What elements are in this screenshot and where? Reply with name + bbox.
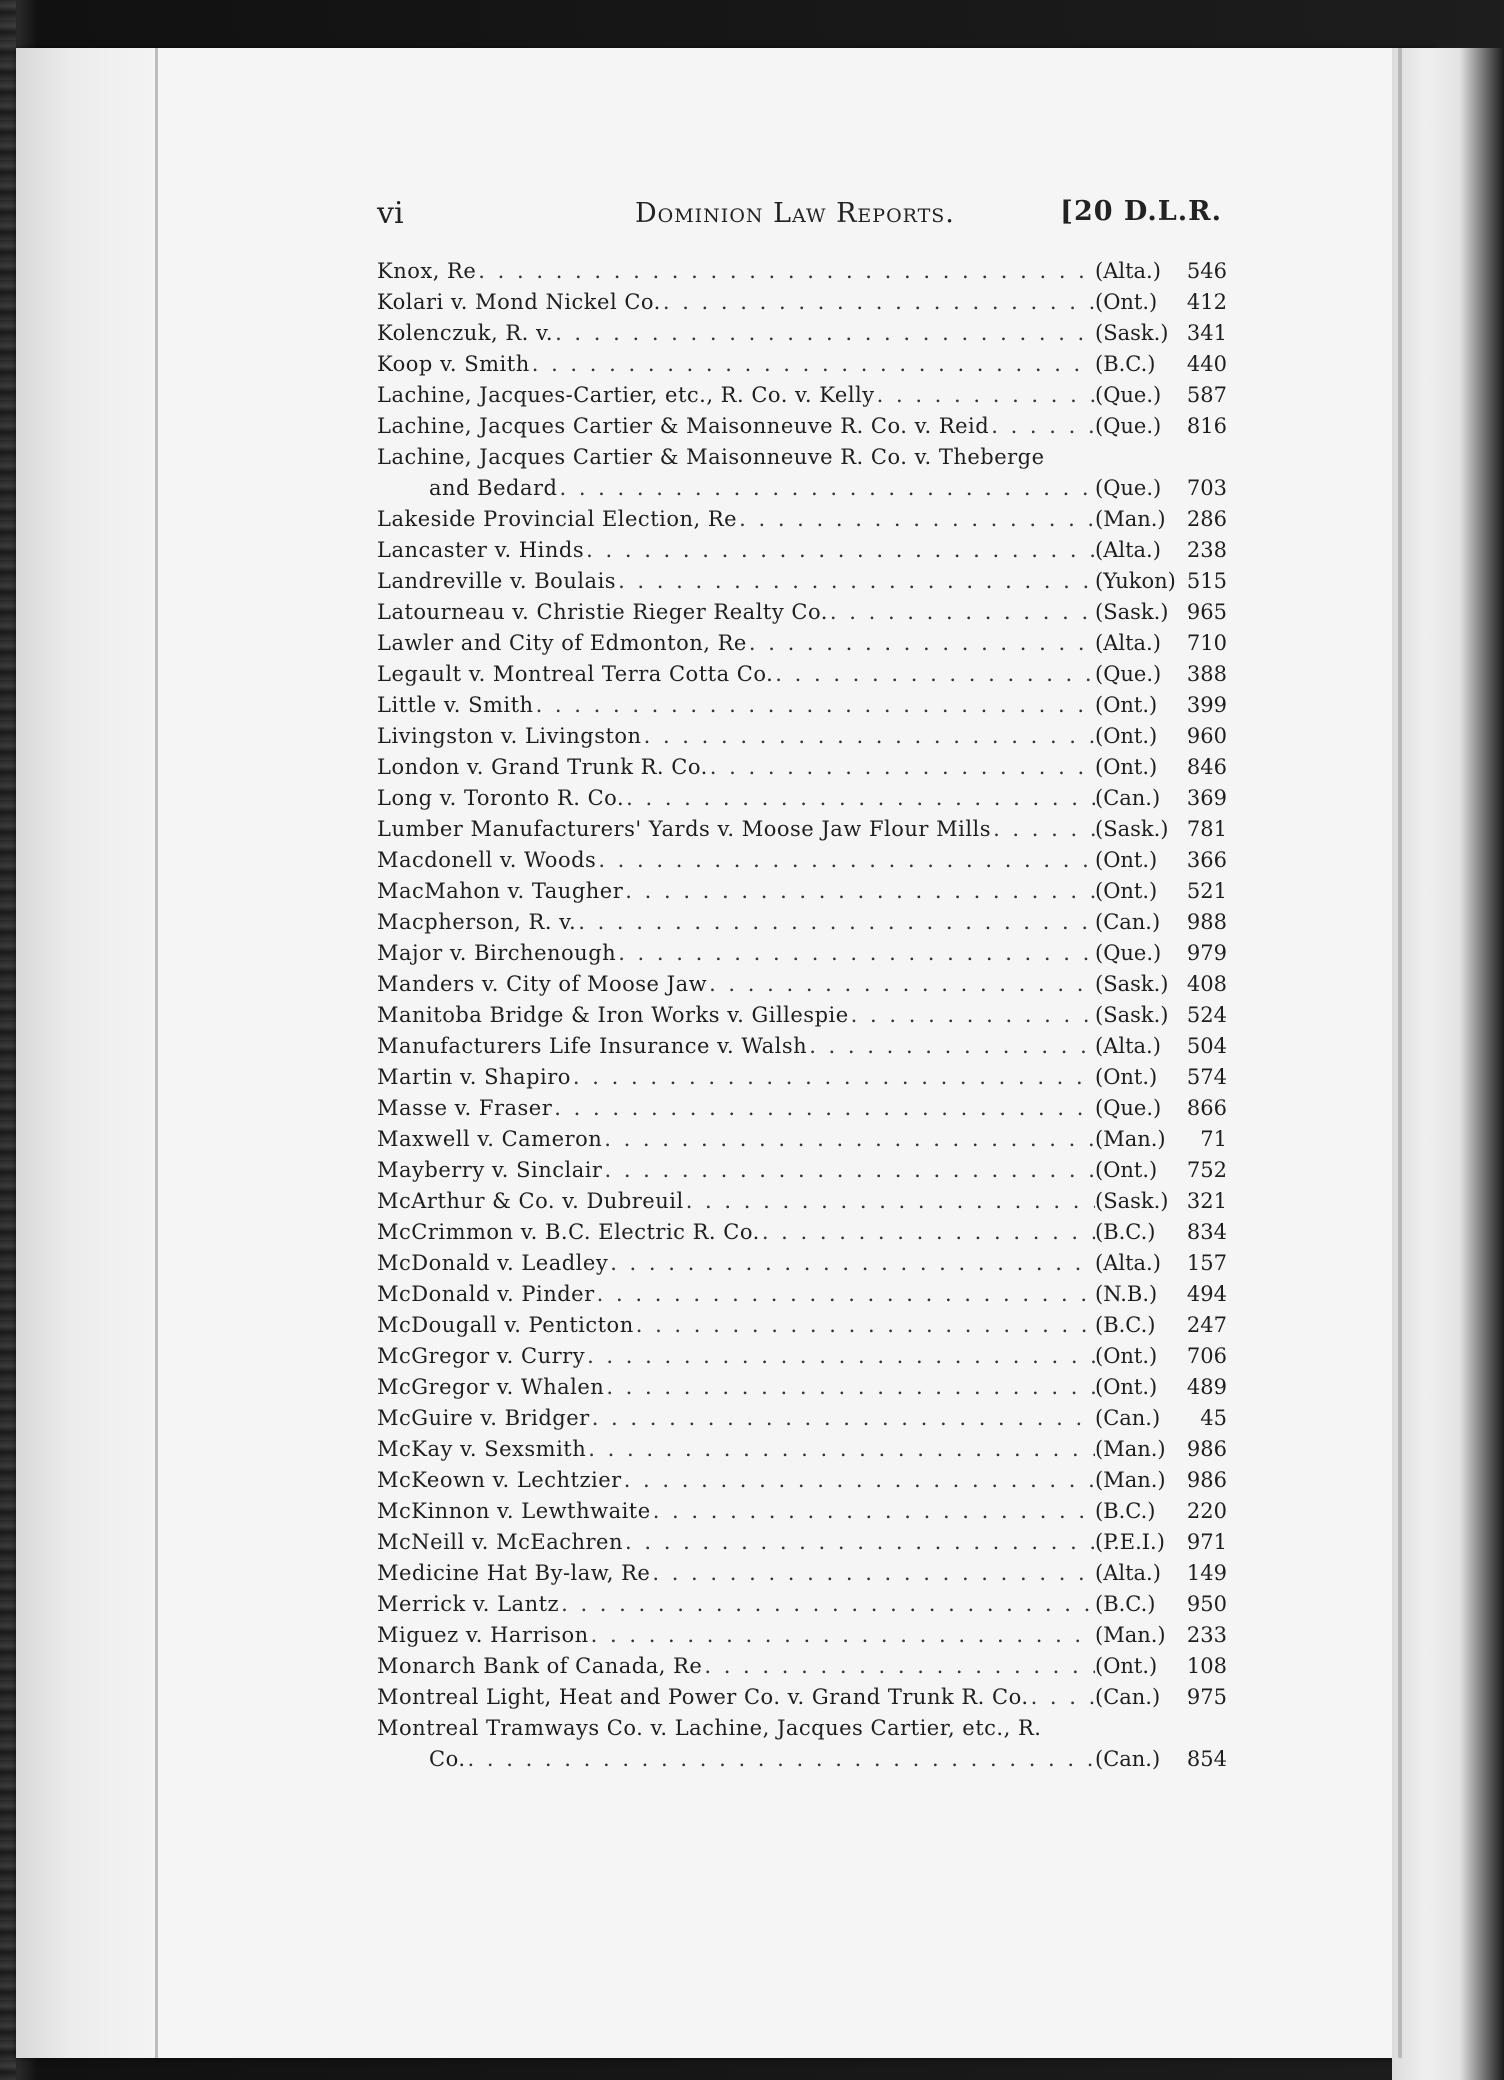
report-page: 247 [1186,1313,1227,1337]
case-name: Kolari v. Mond Nickel Co. [377,290,661,314]
index-entry-line [377,1093,1227,1124]
report-page: 986 [1186,1468,1227,1492]
index-entry [377,1620,1227,1651]
case-name: Martin v. Shapiro [377,1065,571,1089]
dot-leader [559,1589,1095,1620]
index-entry-line [377,969,1227,1000]
index-entry [377,1372,1227,1403]
report-page: 440 [1186,352,1227,376]
index-entry-line [377,1279,1227,1310]
index-entry [377,1403,1227,1434]
case-name: Macpherson, R. v. [377,910,577,934]
index-entry-line [377,814,1227,845]
index-entry-first-line [377,1713,1227,1744]
dot-leader [807,1031,1095,1062]
index-entry [377,1279,1227,1310]
case-name-continuation: Co. [429,1747,466,1771]
province: (B.C.) [1095,1220,1156,1244]
index-entry-line [377,597,1227,628]
index-entry-line [377,783,1227,814]
index-entry-line [377,473,1227,504]
report-page: 960 [1186,724,1227,748]
dot-leader [760,1217,1095,1248]
case-name: Lachine, Jacques-Cartier, etc., R. Co. v. Kelly [377,383,875,407]
index-entry-line [377,876,1227,907]
province: (Sask.) [1095,972,1169,996]
dot-leader [747,628,1095,659]
index-entry-first-line [377,442,1227,473]
report-page: 866 [1186,1096,1227,1120]
province: (N.B.) [1095,1282,1158,1306]
index-entry [377,411,1227,442]
report-page: 388 [1186,662,1227,686]
report-page: 157 [1186,1251,1227,1275]
index-entry-line [377,1744,1227,1775]
dot-leader [651,1496,1095,1527]
report-page: 979 [1186,941,1227,965]
index-entry [377,1124,1227,1155]
adjacent-page-line [1398,48,1402,2058]
index-entry [377,1713,1227,1775]
page-number: vi [377,196,404,231]
dot-leader [849,1000,1095,1031]
province: (B.C.) [1095,352,1156,376]
dot-leader [642,721,1095,752]
dot-leader [991,814,1095,845]
index-entry-line [377,566,1227,597]
dot-leader [624,783,1095,814]
dot-leader [476,256,1095,287]
case-name: Long v. Toronto R. Co. [377,786,625,810]
report-page: 108 [1186,1654,1227,1678]
dot-leader [589,1620,1095,1651]
case-name: McKay v. Sexsmith [377,1437,587,1461]
report-page: 854 [1186,1747,1227,1771]
dot-leader [623,1527,1095,1558]
dot-leader [737,504,1095,535]
case-name: McGuire v. Bridger [377,1406,590,1430]
index-entry-line [377,1465,1227,1496]
case-name: Manitoba Bridge & Iron Works v. Gillespie [377,1003,849,1027]
index-entry [377,1186,1227,1217]
dot-leader [623,876,1095,907]
report-page: 521 [1186,879,1227,903]
index-entry [377,1341,1227,1372]
province: (Que.) [1095,414,1162,438]
dot-leader [534,690,1095,721]
index-entry-line [377,1217,1227,1248]
book-marbled-edge [0,0,16,2080]
index-entry [377,1527,1227,1558]
report-page: 341 [1186,321,1227,345]
province: (Sask.) [1095,1003,1169,1027]
province: (Alta.) [1095,631,1161,655]
report-page: 412 [1186,290,1227,314]
dot-leader [530,349,1095,380]
dot-leader [590,1403,1095,1434]
case-name: Latourneau v. Christie Rieger Realty Co. [377,600,828,624]
province: (Man.) [1095,1623,1166,1647]
case-name: Masse v. Fraser [377,1096,553,1120]
dot-leader [989,411,1095,442]
dot-leader [553,318,1095,349]
index-entry-line [377,938,1227,969]
province: (Que.) [1095,1096,1162,1120]
province: (Can.) [1095,786,1161,810]
province: (Sask.) [1095,321,1169,345]
index-entry [377,721,1227,752]
index-entry [377,814,1227,845]
index-entry-line [377,1155,1227,1186]
report-page: 149 [1186,1561,1227,1585]
index-entry-line [377,1403,1227,1434]
report-page: 399 [1186,693,1227,717]
case-name: Lachine, Jacques Cartier & Maisonneuve R. Co. v. Theberge [377,445,1045,469]
province: (Alta.) [1095,1561,1161,1585]
index-entry [377,1217,1227,1248]
index-entry-line [377,1589,1227,1620]
report-page: 71 [1200,1127,1227,1151]
report-page: 710 [1186,631,1227,655]
report-page: 321 [1186,1189,1227,1213]
case-name: Montreal Tramways Co. v. Lachine, Jacques Cartier, etc., R. [377,1716,1042,1740]
province: (Ont.) [1095,755,1158,779]
index-entry [377,1434,1227,1465]
report-page: 220 [1186,1499,1227,1523]
province: (Man.) [1095,507,1166,531]
dot-leader [684,1186,1095,1217]
province: (Man.) [1095,1127,1166,1151]
dot-leader [585,1341,1095,1372]
report-page: 233 [1186,1623,1227,1647]
index-entry [377,597,1227,628]
report-page: 524 [1186,1003,1227,1027]
index-entry [377,1558,1227,1589]
dot-leader [661,287,1095,318]
index-entry [377,1031,1227,1062]
case-name: Lumber Manufacturers' Yards v. Moose Jaw Flour Mills [377,817,992,841]
report-page: 489 [1186,1375,1227,1399]
province: (Alta.) [1095,259,1161,283]
case-name: Medicine Hat By-law, Re [377,1561,651,1585]
index-entry-line [377,1186,1227,1217]
province: (Ont.) [1095,879,1158,903]
dot-leader [595,1279,1095,1310]
running-title: Dominion Law Reports. [635,198,955,229]
index-entry-line [377,1062,1227,1093]
province: (Sask.) [1095,1189,1169,1213]
dot-leader [616,566,1095,597]
report-page: 706 [1186,1344,1227,1368]
case-name: McDougall v. Penticton [377,1313,634,1337]
index-entry [377,442,1227,504]
case-name: McGregor v. Whalen [377,1375,605,1399]
dot-leader [616,938,1095,969]
index-entry [377,256,1227,287]
case-name: Lachine, Jacques Cartier & Maisonneuve R. Co. v. Reid [377,414,990,438]
report-page: 45 [1200,1406,1227,1430]
province: (Man.) [1095,1437,1166,1461]
province: (Sask.) [1095,600,1169,624]
province: (Ont.) [1095,693,1158,717]
report-page: 408 [1186,972,1227,996]
dot-leader [634,1310,1095,1341]
province: (Man.) [1095,1468,1166,1492]
case-name: McGregor v. Curry [377,1344,586,1368]
index-entry [377,1465,1227,1496]
adjacent-page-edge [1392,48,1504,2080]
case-name: Manders v. City of Moose Jaw [377,972,708,996]
case-index-list [377,256,1227,1775]
index-entry [377,752,1227,783]
index-entry-line [377,1341,1227,1372]
dot-leader [608,1248,1095,1279]
report-page: 238 [1186,538,1227,562]
index-entry-line [377,752,1227,783]
province: (Que.) [1095,383,1162,407]
index-entry [377,876,1227,907]
case-name: McCrimmon v. B.C. Electric R. Co. [377,1220,760,1244]
index-entry-line [377,907,1227,938]
index-entry-line [377,1620,1227,1651]
index-entry-line [377,721,1227,752]
dot-leader [602,1124,1095,1155]
index-entry [377,1651,1227,1682]
index-entry-line [377,411,1227,442]
province: (Alta.) [1095,538,1161,562]
index-entry [377,845,1227,876]
province: (B.C.) [1095,1313,1156,1337]
running-header [377,196,1222,232]
report-page: 988 [1186,910,1227,934]
report-page: 834 [1186,1220,1227,1244]
case-name: Miguez v. Harrison [377,1623,589,1647]
index-entry [377,504,1227,535]
index-entry-line [377,504,1227,535]
province: (Sask.) [1095,817,1169,841]
province: (Ont.) [1095,1344,1158,1368]
report-page: 703 [1186,476,1227,500]
dot-leader [576,907,1095,938]
report-page: 752 [1186,1158,1227,1182]
case-name: Landreville v. Boulais [377,569,617,593]
case-name: Little v. Smith [377,693,534,717]
report-page: 587 [1186,383,1227,407]
case-name: McArthur & Co. v. Dubreuil [377,1189,684,1213]
report-page: 574 [1186,1065,1227,1089]
province: (Can.) [1095,1685,1161,1709]
case-name-continuation: and Bedard [429,476,558,500]
report-page: 965 [1186,600,1227,624]
report-page: 846 [1186,755,1227,779]
case-name: Livingston v. Livingston [377,724,642,748]
report-page: 494 [1186,1282,1227,1306]
index-entry [377,1310,1227,1341]
dot-leader [702,1651,1095,1682]
report-page: 366 [1186,848,1227,872]
dot-leader [596,845,1095,876]
dot-leader [557,473,1095,504]
index-entry-line [377,380,1227,411]
dot-leader [828,597,1095,628]
report-page: 986 [1186,1437,1227,1461]
index-entry [377,349,1227,380]
case-name: Lancaster v. Hinds [377,538,585,562]
dot-leader [604,1372,1095,1403]
index-entry-line [377,256,1227,287]
province: (Que.) [1095,662,1162,686]
report-page: 781 [1186,817,1227,841]
index-entry [377,628,1227,659]
page-gutter-shadow [16,48,156,2058]
province: (Ont.) [1095,1375,1158,1399]
case-name: Lawler and City of Edmonton, Re [377,631,747,655]
index-entry-line [377,1527,1227,1558]
province: (Ont.) [1095,1065,1158,1089]
dot-leader [586,1434,1095,1465]
case-name: Monarch Bank of Canada, Re [377,1654,703,1678]
dot-leader [708,752,1095,783]
province: (Ont.) [1095,290,1158,314]
report-page: 816 [1186,414,1227,438]
index-entry [377,1682,1227,1713]
index-entry [377,287,1227,318]
index-entry-line [377,1248,1227,1279]
index-entry-line [377,1372,1227,1403]
index-entry [377,1155,1227,1186]
case-name: McKinnon v. Lewthwaite [377,1499,651,1523]
dot-leader [571,1062,1095,1093]
case-name: Legault v. Montreal Terra Cotta Co. [377,662,774,686]
index-entry-line [377,1000,1227,1031]
index-entry-line [377,690,1227,721]
case-name: Koop v. Smith [377,352,530,376]
report-page: 369 [1186,786,1227,810]
index-entry [377,318,1227,349]
province: (P.E.I.) [1095,1530,1165,1554]
dot-leader [875,380,1095,411]
dot-leader [707,969,1095,1000]
province: (Can.) [1095,910,1161,934]
volume-reference: [20 D.L.R. [1060,196,1222,227]
dot-leader [622,1465,1095,1496]
dot-leader [602,1155,1095,1186]
case-name: Manufacturers Life Insurance v. Walsh [377,1034,808,1058]
dot-leader [650,1558,1095,1589]
case-name: Macdonell v. Woods [377,848,597,872]
index-entry-line [377,349,1227,380]
index-entry-line [377,287,1227,318]
province: (B.C.) [1095,1592,1156,1616]
index-entry-line [377,1496,1227,1527]
province: (Que.) [1095,476,1162,500]
index-entry [377,1062,1227,1093]
province: (Alta.) [1095,1251,1161,1275]
province: (Que.) [1095,941,1162,965]
index-entry [377,1496,1227,1527]
case-name: Merrick v. Lantz [377,1592,560,1616]
report-page: 515 [1186,569,1227,593]
province: (Can.) [1095,1406,1161,1430]
index-entry-line [377,535,1227,566]
province: (Can.) [1095,1747,1161,1771]
dot-leader [1029,1682,1095,1713]
index-entry [377,535,1227,566]
index-entry-line [377,628,1227,659]
report-page: 971 [1186,1530,1227,1554]
index-entry [377,1248,1227,1279]
case-name: McDonald v. Pinder [377,1282,595,1306]
report-page: 504 [1186,1034,1227,1058]
dot-leader [773,659,1095,690]
index-entry [377,690,1227,721]
index-entry-line [377,1310,1227,1341]
case-name: Mayberry v. Sinclair [377,1158,603,1182]
province: (Ont.) [1095,848,1158,872]
case-name: Lakeside Provincial Election, Re [377,507,738,531]
dot-leader [466,1744,1095,1775]
index-entry-line [377,659,1227,690]
index-entry [377,969,1227,1000]
index-entry [377,1093,1227,1124]
index-entry-line [377,1434,1227,1465]
report-page: 975 [1186,1685,1227,1709]
province: (Ont.) [1095,1654,1158,1678]
dot-leader [584,535,1095,566]
index-entry-line [377,1031,1227,1062]
case-name: McKeown v. Lechtzier [377,1468,622,1492]
index-entry-line [377,318,1227,349]
province: (Alta.) [1095,1034,1161,1058]
case-name: Knox, Re [377,259,477,283]
case-name: Maxwell v. Cameron [377,1127,603,1151]
report-page: 286 [1186,507,1227,531]
case-name: London v. Grand Trunk R. Co. [377,755,708,779]
index-entry [377,380,1227,411]
case-name: Kolenczuk, R. v. [377,321,554,345]
province: (Ont.) [1095,724,1158,748]
index-entry [377,566,1227,597]
index-entry [377,938,1227,969]
province: (Yukon) [1095,569,1176,593]
dot-leader [552,1093,1095,1124]
index-entry-line [377,1651,1227,1682]
index-entry [377,1589,1227,1620]
province: (B.C.) [1095,1499,1156,1523]
index-entry [377,1000,1227,1031]
report-page: 950 [1186,1592,1227,1616]
case-name: MacMahon v. Taugher [377,879,624,903]
case-name: Montreal Light, Heat and Power Co. v. Grand Trunk R. Co. [377,1685,1029,1709]
case-name: McNeill v. McEachren [377,1530,624,1554]
index-entry-line [377,1124,1227,1155]
report-page: 546 [1186,259,1227,283]
index-entry-line [377,1558,1227,1589]
page-fold-line [155,48,158,2058]
index-entry [377,659,1227,690]
index-entry [377,783,1227,814]
index-entry-line [377,845,1227,876]
province: (Ont.) [1095,1158,1158,1182]
index-entry [377,907,1227,938]
index-entry-line [377,1682,1227,1713]
case-name: McDonald v. Leadley [377,1251,609,1275]
case-name: Major v. Birchenough [377,941,617,965]
